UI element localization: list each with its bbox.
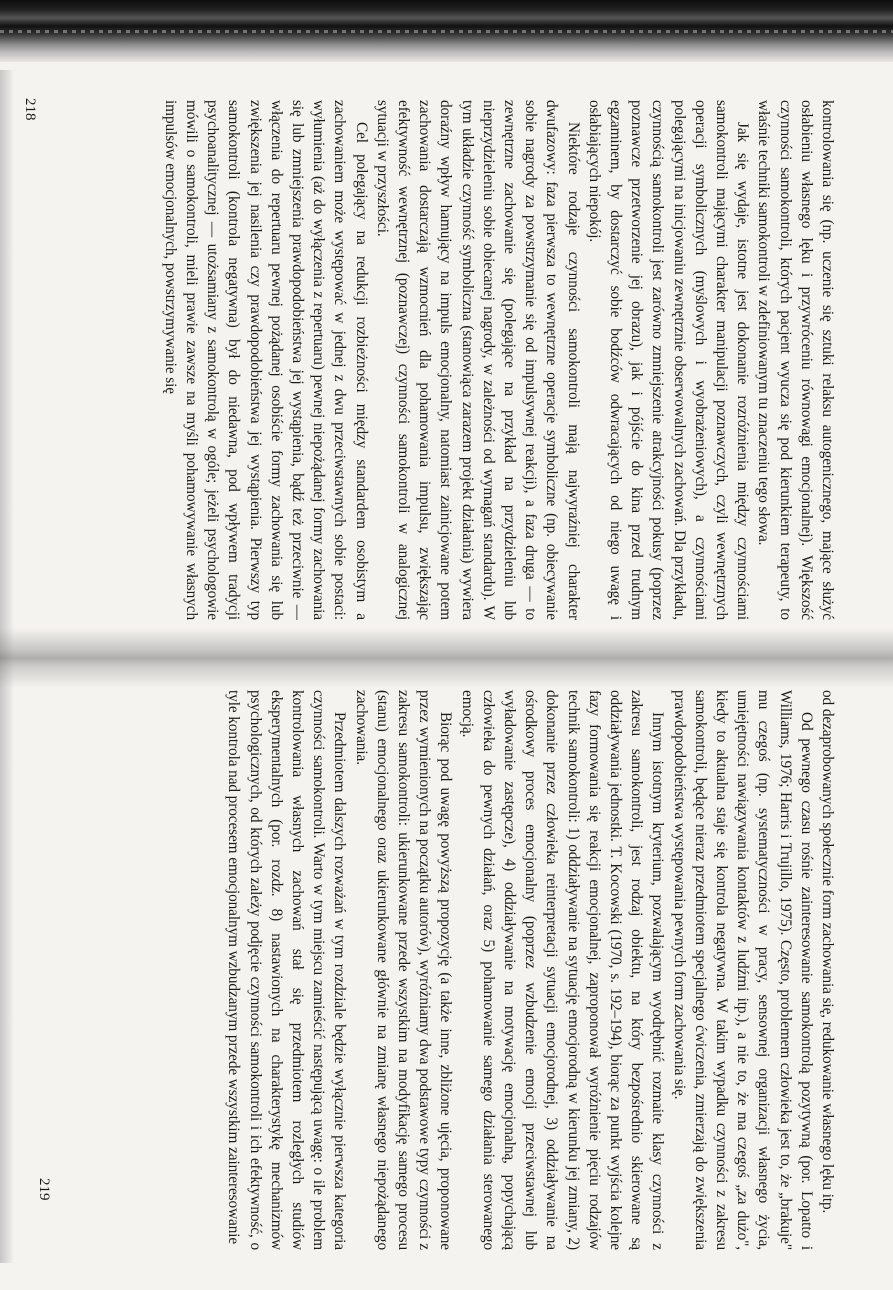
page-219 <box>78 690 838 1290</box>
page-number: 218 <box>22 98 38 121</box>
paragraph: Niektóre rodzaje czynności samokontroli mają najwyraźniej charakter dwufazowy: faza pierwsza to wewnętrzne operacje symboliczne (np. obiecywanie sobie nagrody za powstrzymanie się od impulsywnej reakcji), a faza druga — to zewnętrzne zachowanie się (polegające na przykład na przydzieleniu lub nieprzydzieleniu sobie obiecanej nagrody, w zależności od wymagań standardu). W tym układzie czynność symboliczna (stanowiąca zarazem projekt działania) wywiera doraźny wpływ hamujący na impuls emocjonalny, natomiast zainicjowane potem zachowania dostarczają wzmocnień dla pohamowania impulsu, zwiększając efektywność wewnętrznej (poznawczej) czynności samokontroli w analogicznej sytuacji w przyszłości. <box>373 100 582 620</box>
paragraph: Przedmiotem dalszych rozważań w tym rozdziale będzie wyłącznie pierwsza kategoria czynności samokontroli. Warto w tym miejscu zamieścić następującą uwagę: o ile problem kontrolowania własnych zachowań stał się przedmiotem rozległych studiów eksperymentalnych (por. rozdz. 8) nastawionych na charakterystykę mechanizmów psychologicznych, od których zależy podjęcie czynności samokontroli i ich efektywność, o tyle kontrola nad procesem emocjonalnym wzbudzanym przede wszystkim zainteresowanie <box>225 690 349 1250</box>
scan-edge <box>0 0 893 62</box>
paragraph: Od pewnego czasu rośnie zainteresowanie samokontrolą pozytywną (por. Lopatto i Williams, 1976; Harris i Trujillo, 1975). Często, problemem człowieka jest to, że „brakuje" mu czegoś (np. systematyczności w pracy, sensownej organizacji własnego życia, umiejętności nawiązywania kontaktów z ludźmi itp.), a nie to, że ma czegoś „za dużo", kiedy to aktualna staje się kontrola negatywna. W takim wypadku czynności z zakresu samokontroli, będące nieraz przedmiotem specjalnego ćwiczenia, zmierzają do zwiększenia prawdopodobieństwa występowania pewnych form zachowania się. <box>670 690 815 1250</box>
paragraph: Cel polegający na redukcji rozbieżności między standardem osobistym a zachowaniem może występować w jednej z dwu przeciwstawnych sobie postaci: wyłumienia (aż do wyłączenia z repertuaru) pewnej niepożądanej formy zachowania się lub zmniejszenia prawdopodobieństwa jej wystąpienia, bądź też przeciwnie — włączenia do repertuaru pewnej pożądanej osobiście formy zachowania się lub zwiększenia jej nasilenia czy prawdopodobieństwa jej wystąpienia. Pierwszy typ samokontroli (kontrola negatywna) był do niedawna, pod wpływem tradycji psychoanalitycznej — utożsamiany z samokontrolą w ogóle; jeżeli psychologowie mówili o samokontroli, mieli prawie zawsze na myśli pohamowywanie własnych impulsów emocjonalnych, powstrzymywanie się <box>161 100 370 620</box>
page-218 <box>78 100 838 700</box>
page-219-text <box>98 690 838 1250</box>
paragraph: kontrolowania się (np. uczenie się sztuki relaksu autogenicznego, mające służyć osłabieniu własnego lęku i przywróceniu równowagi emocjonalnej). Większość czynności samokontroli, których pacjent wyucza się pod kierunkiem terapeuty, to właśnie techniki samokontroli w zdefiniowanym tu znaczeniu tego słowa. <box>755 100 836 620</box>
page-218-text <box>98 100 838 620</box>
paragraph: od dezaprobowanych społecznie form zachowania się, redukowanie własnego lęku itp. <box>819 690 836 1214</box>
page-number: 219 <box>36 1178 52 1201</box>
paragraph: Biorąc pod uwagę powyższą propozycję (a także inne, zbliżone ujęcia, proponowane przez wymienionych na początku autorów), wyróżniamy dwa podstawowe typy czynności z zakresu samokontroli: ukierunkowane przede wszystkim na modyfikację samego procesu (stanu) emocjonalnego oraz ukierunkowane głównie na zmianę własnego niepożądanego zachowania. <box>352 690 455 1250</box>
paragraph: Jak się wydaje, istotne jest dokonanie rozróżnienia między czynnościami samokontroli mającymi charakter manipulacji poznawczych, czyli wewnętrznych operacji symbolicznych (myślowych i wyobrażeniowych), a czynnościami polegającymi na inicjowaniu zewnętrznie obserwowalnych zachowań. Dla przykładu, czynnością samokontroli jest zarówno zmniejszenie atrakcyjności pokusy (poprzez poznawcze przetworzenie jej obrazu), jak i pójście do kina przed trudnym egzaminem, by dostarczyć sobie bodźców odwracających od niego uwagę i osłabiających niepokój. <box>585 100 752 620</box>
paragraph: Innym istotnym kryterium, pozwalającym wyodrębnić rozmaite klasy czynności z zakresu samokontroli, jest rodzaj obiektu, na który bezpośrednio skierowane są oddziaływania jednostki. T. Kocowski (1970, s. 192–194), biorąc za punkt wyjścia kolejne fazy formowania się reakcji emocjonalnej, zaproponował wyróżnienie pięciu rodzajów technik samokontroli: 1) oddziaływanie na sytuację emocjorodną w kierunku jej zmiany, 2) dokonanie przez człowieka reinterpretacji sytuacji emocjorodnej, 3) oddziaływanie na ośrodkowy proces emocjonalny (poprzez wzbudzenie emocji przeciwstawnej lub wyładowanie zastępcze), 4) oddziaływanie na motywację emocjonalną, popychającą człowieka do pewnych działań, oraz 5) pohamowanie samego działania sterowanego emocją. <box>458 690 667 1250</box>
